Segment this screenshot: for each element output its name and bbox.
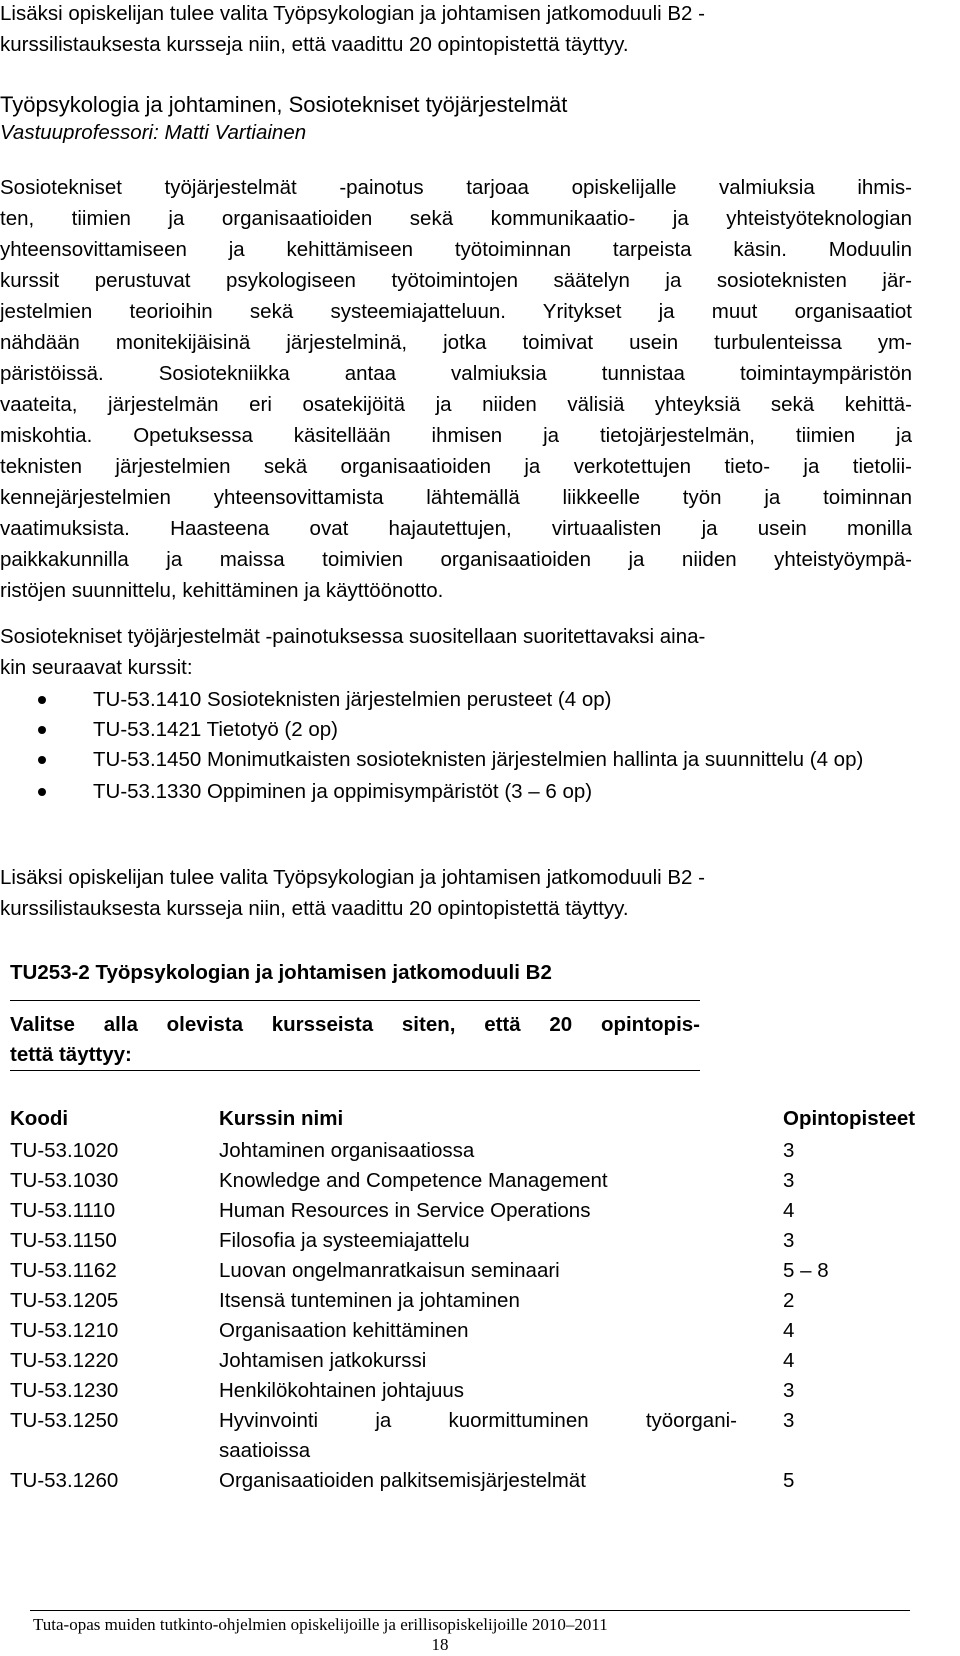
course-code: TU-53.1110 <box>10 1199 116 1222</box>
course-code: TU-53.1020 <box>10 1139 119 1162</box>
course-credits: 3 <box>783 1139 795 1162</box>
bullet-icon <box>38 696 46 704</box>
table-row <box>10 1226 953 1256</box>
intro-line-1: Lisäksi opiskelijan tulee valita Työpsykologian ja johtamisen jatkomoduuli B2 - <box>0 2 705 25</box>
recommended-intro <box>0 621 912 683</box>
course-credits: 4 <box>783 1319 795 1342</box>
footer-rule <box>30 1610 910 1611</box>
list-item: TU-53.1330 Oppiminen ja oppimisympäristöt (3 – 6 op) <box>0 777 912 807</box>
course-name-text: Hyvinvointi ja kuormittuminen työorgani- saatioissa <box>219 1409 737 1462</box>
course-name: Itsensä tunteminen ja johtaminen <box>219 1289 520 1312</box>
description-line: paikkakunnilla ja maissa toimivien organisaatioiden ja niiden yhteistyöympä- <box>0 548 912 571</box>
module-title: TU253-2 Työpsykologian ja johtamisen jatkomoduuli B2 <box>10 961 552 984</box>
course-credits: 5 – 8 <box>783 1259 829 1282</box>
intro2-line-2: kurssilistauksesta kursseja niin, että vaadittu 20 opintopistettä täyttyy. <box>0 897 629 920</box>
table-row <box>10 1136 953 1166</box>
course-code: TU-53.1230 <box>10 1379 119 1402</box>
description-line: nähdään monitekijäisinä järjestelminä, jotka toimivat usein turbulenteissa ym- <box>0 331 912 354</box>
column-header-code: Koodi <box>10 1107 69 1130</box>
table-row <box>10 1286 953 1316</box>
intro-line-2: kurssilistauksesta kursseja niin, että vaadittu 20 opintopistettä täyttyy. <box>0 33 629 56</box>
course-code: TU-53.1030 <box>10 1169 119 1192</box>
course-code: TU-53.1210 <box>10 1319 119 1342</box>
description-line: yhteensovittamiseen ja kehittämiseen työtoiminnan tarpeista käsin. Moduulin <box>0 238 912 261</box>
course-table <box>10 1104 953 1496</box>
section-subtitle: Vastuuprofessori: Matti Vartiainen <box>0 121 307 144</box>
intro-paragraph-2 <box>0 862 912 924</box>
course-name: Organisaatioiden palkitsemisjärjestelmät <box>219 1469 586 1492</box>
table-row <box>10 1166 953 1196</box>
course-code: TU-53.1205 <box>10 1289 119 1312</box>
course-name: Johtaminen organisaatiossa <box>219 1139 475 1162</box>
course-code: TU-53.1150 <box>10 1229 117 1252</box>
course-code: TU-53.1250 <box>10 1409 119 1432</box>
recommended-list <box>0 685 912 807</box>
column-header-name: Kurssin nimi <box>219 1107 344 1130</box>
table-row <box>10 1196 953 1226</box>
course-name: Henkilökohtainen johtajuus <box>219 1379 465 1402</box>
description-line: ten, tiimien ja organisaatioiden sekä kommunikaatio- ja yhteistyöteknologian <box>0 207 912 230</box>
description-line: kurssit perustuvat psykologiseen työtoimintojen säätelyn ja sosioteknisten jär- <box>0 269 912 292</box>
table-row <box>10 1316 953 1346</box>
course-name: Luovan ongelmanratkaisun seminaari <box>219 1259 560 1282</box>
list-item: TU-53.1421 Tietotyö (2 op) <box>0 715 912 745</box>
description-line: ristöjen suunnittelu, kehittäminen ja käyttöönotto. <box>0 579 444 602</box>
course-credits: 3 <box>783 1229 795 1252</box>
description-line: päristöissä. Sosiotekniikka antaa valmiuksia tunnistaa toimintaympäristön <box>0 362 912 385</box>
course-name <box>219 1406 783 1466</box>
course-credits: 3 <box>783 1379 795 1402</box>
description-line: jestelmien teorioihin sekä systeemiajatteluun. Yritykset ja muut organisaatiot <box>0 300 912 323</box>
course-credits: 5 <box>783 1469 795 1492</box>
footer-text: Tuta-opas muiden tutkinto-ohjelmien opiskelijoille ja erillisopiskelijoille 2010–2011 <box>33 1615 608 1634</box>
course-code: TU-53.1260 <box>10 1469 119 1492</box>
course-name: Organisaation kehittäminen <box>219 1319 469 1342</box>
description-line: teknisten järjestelmien sekä organisaatioiden ja verkotettujen tieto- ja tietolii- <box>0 455 912 478</box>
module-instruction: Valitse alla olevista kursseista siten, että 20 opintopis- tettä täyttyy: <box>10 1013 700 1066</box>
list-item: TU-53.1450 Monimutkaisten sosioteknisten järjestelmien hallinta ja suunnittelu (4 op) <box>0 745 912 775</box>
description-paragraph <box>0 172 912 606</box>
course-name: Human Resources in Service Operations <box>219 1199 591 1222</box>
section-title: Työpsykologia ja johtaminen, Sosiotekniset työjärjestelmät <box>0 92 568 117</box>
bullet-icon <box>38 756 46 764</box>
course-credits: 4 <box>783 1199 795 1222</box>
course-code: TU-53.1162 <box>10 1259 117 1282</box>
table-row <box>10 1466 953 1496</box>
description-line: Sosiotekniset työjärjestelmät -painotus tarjoaa opiskelijalle valmiuksia ihmis- <box>0 176 912 199</box>
bullet-icon <box>38 788 46 796</box>
description-line: vaatimuksista. Haasteena ovat hajautettujen, virtuaalisten ja usein monilla <box>0 517 912 540</box>
description-line: miskohtia. Opetuksessa käsitellään ihmisen ja tietojärjestelmän, tiimien ja <box>0 424 912 447</box>
course-credits: 3 <box>783 1409 795 1432</box>
course-credits: 4 <box>783 1349 795 1372</box>
table-row <box>10 1346 953 1376</box>
course-name: Filosofia ja systeemiajattelu <box>219 1229 470 1252</box>
table-row <box>10 1406 953 1466</box>
bullet-icon <box>38 726 46 734</box>
page-number: 18 <box>431 1635 449 1654</box>
course-name: Johtamisen jatkokurssi <box>219 1349 427 1372</box>
table-row <box>10 1256 953 1286</box>
course-credits: 3 <box>783 1169 795 1192</box>
description-line: vaateita, järjestelmän eri osatekijöitä ja niiden välisiä yhteyksiä sekä kehittä- <box>0 393 912 416</box>
table-header-row <box>10 1104 953 1136</box>
divider <box>10 1070 700 1071</box>
list-item: TU-53.1410 Sosioteknisten järjestelmien perusteet (4 op) <box>0 685 912 715</box>
course-name: Knowledge and Competence Management <box>219 1169 608 1192</box>
recommended-line-2: kin seuraavat kurssit: <box>0 656 193 679</box>
divider <box>10 1000 700 1001</box>
intro-paragraph <box>0 0 912 60</box>
recommended-line-1: Sosiotekniset työjärjestelmät -painotuksessa suositellaan suoritettavaksi aina- <box>0 625 706 648</box>
table-row <box>10 1376 953 1406</box>
description-line: kennejärjestelmien yhteensovittamista lähtemällä liikkeelle työn ja toiminnan <box>0 486 912 509</box>
column-header-credits: Opintopisteet <box>783 1107 916 1130</box>
intro2-line-1: Lisäksi opiskelijan tulee valita Työpsykologian ja johtamisen jatkomoduuli B2 - <box>0 866 705 889</box>
course-code: TU-53.1220 <box>10 1349 119 1372</box>
course-credits: 2 <box>783 1289 795 1312</box>
